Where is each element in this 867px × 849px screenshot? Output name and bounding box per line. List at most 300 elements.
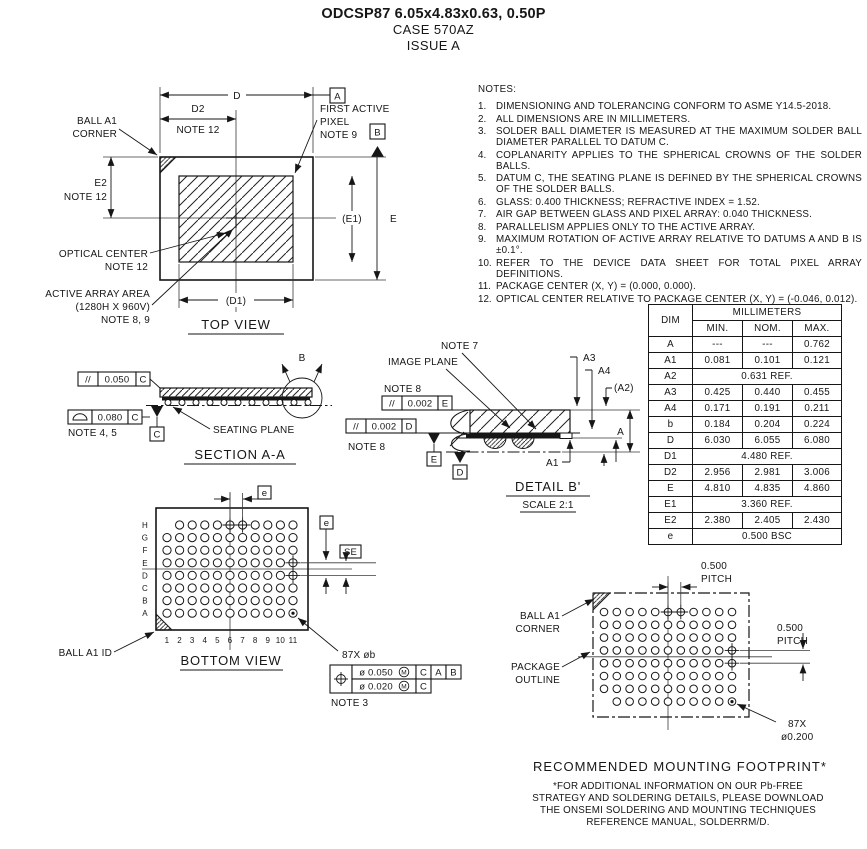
ball-pad [201,534,209,542]
note-number: 9. [478,234,487,245]
note-item [478,173,862,195]
col-label: 5 [215,636,220,645]
dim-note-E2: NOTE 12 [63,192,107,203]
detail-b [346,341,640,512]
nom-cell: 2.405 [743,513,793,529]
ball-pad [677,685,685,693]
note8-bot-label: NOTE 8 [348,442,386,453]
ball-pad [188,571,196,579]
mmc-letter: M [401,669,407,677]
dim-label-A: A [617,427,624,438]
note-item [478,234,862,256]
ball-pad [176,597,184,605]
dim-note-D2: NOTE 12 [176,125,220,136]
ball-pad [664,647,672,655]
min-cell: --- [693,337,743,353]
ball-pad [639,634,647,642]
ball-pad [651,608,659,616]
leader-fp-ball-a1 [562,599,594,616]
nom-cell: 4.835 [743,481,793,497]
ball-pad [226,546,234,554]
ball-pad [651,672,659,680]
note-item [478,294,862,305]
bottom-view [59,486,461,709]
parallelism-icon: // [353,421,359,433]
col-label: 6 [227,636,233,645]
dim-cell: A1 [649,353,693,369]
ball-pad [251,559,259,567]
ball-a1-id-label: BALL A1 ID [58,648,112,659]
note-text: AIR GAP BETWEEN GLASS AND PIXEL ARRAY: 0.040 THICKNESS. [496,209,813,220]
col-label: 1 [164,636,170,645]
ball-pad [677,659,685,667]
row-label: F [142,546,148,556]
pitch-right-value: 0.500 [777,623,804,634]
nom-cell: 0.204 [743,417,793,433]
ball-pad [690,672,698,680]
ball-pad [176,534,184,542]
ball-pad [213,546,221,554]
col-label: 9 [265,636,271,645]
ball-pad [188,534,196,542]
footprint-title: RECOMMENDED MOUNTING FOOTPRINT* [533,759,827,774]
note-text: REFER TO THE DEVICE DATA SHEET FOR TOTAL PIXEL ARRAY DEFINITIONS. [496,257,862,280]
ball-pad [690,634,698,642]
ball-pad [251,546,259,554]
dim-cell: D1 [649,449,693,465]
table-row [649,337,842,353]
col-header-dim: DIM [649,305,693,337]
ball-pad [163,609,171,617]
ball-pad [201,597,209,605]
ball-pad [264,584,272,592]
dim-label-D: D [233,91,241,102]
ball-a1-corner-chamfer [160,157,176,173]
active-array-size: (1280H X 960V) [75,302,150,313]
top-view [45,87,397,334]
max-cell: 2.430 [793,513,842,529]
dim-label-E: E [390,214,397,225]
ball-pad [613,685,621,693]
section-break-curve [451,410,470,451]
note-number: 5. [478,173,487,184]
ball-pad [251,597,259,605]
ball-pad [651,634,659,642]
notes-block [478,84,862,306]
note-number: 8. [478,221,487,233]
ball-pad [728,685,736,693]
ball-pad [651,685,659,693]
col-header-nom: NOM. [743,321,793,337]
pitch-top-label: PITCH [701,574,732,585]
ball-pad [276,521,284,529]
ball-pad [188,584,196,592]
ball-pad [226,609,234,617]
ball-pad [613,647,621,655]
soldering-footnote [492,781,864,829]
nom-cell: 6.055 [743,433,793,449]
ball-pad [639,672,647,680]
table-row [649,369,842,385]
nom-cell: 0.440 [743,385,793,401]
ball-pad [226,584,234,592]
note-number: 11. [478,281,491,292]
table-row [649,353,842,369]
ball-pad [201,521,209,529]
dim-label-D1: (D1) [225,296,247,307]
first-active-pixel-label: FIRST ACTIVE [320,104,390,115]
max-cell: 0.762 [793,337,842,353]
ball-pad [613,672,621,680]
min-cell: 4.810 [693,481,743,497]
ball-pad [251,571,259,579]
pitch-right-label: PITCH [777,636,808,647]
ball-pad [264,521,272,529]
ball-pad [276,546,284,554]
ball-pad [289,546,297,554]
ball-pad [703,621,711,629]
ball-pad [639,698,647,706]
ball-pad [703,685,711,693]
ball-pad [639,647,647,655]
note-item [478,150,862,172]
dim-cell: E1 [649,497,693,513]
ball-pad [264,597,272,605]
ball-pad [163,597,171,605]
ball-a1-corner-label: BALL A1 [77,116,117,127]
note-item [478,222,862,233]
dim-label-D2: D2 [191,104,205,115]
ball-pad [677,672,685,680]
ball-pad [226,534,234,542]
ball-pad [213,559,221,567]
glass-cross-section [160,388,312,397]
note-text: PACKAGE CENTER (X, Y) = (0.000, 0.000). [496,281,696,292]
nom-cell: --- [743,337,793,353]
table-row [649,385,842,401]
dim-label-A3: A3 [583,353,596,364]
table-row [649,433,842,449]
pad-crosshair [285,568,300,583]
ball-pad [715,634,723,642]
fp-ball-a1-label: BALL A1 [520,611,560,622]
ball-pad [276,571,284,579]
ball-pad [715,685,723,693]
ball-pad [289,597,297,605]
ball-pad [677,698,685,706]
pad-crosshair [674,605,689,620]
detail-title: DETAIL B' [514,479,582,494]
ball-pad [163,584,171,592]
note-number: 10. [478,257,492,269]
leader-fp-count [737,704,776,722]
ball-pad [639,685,647,693]
ball-pad [276,597,284,605]
ball-pad [703,698,711,706]
ball-pad [626,647,634,655]
ball-pad [651,647,659,655]
pad-leader-dot [291,612,294,615]
row-label: E [142,558,148,568]
coplanarity-tolerance: 0.080 [97,412,123,424]
datum-e-label: E [430,454,438,466]
optical-center-note: NOTE 12 [104,262,148,273]
note-text: MAXIMUM ROTATION OF ACTIVE ARRAY RELATIVE TO DATUMS A AND B IS ±0.1°. [496,234,862,256]
parallelism-icon: // [389,398,395,410]
ball-pad [239,534,247,542]
fcf-top-datum: E [441,398,449,410]
fp-outline-label2: OUTLINE [515,675,560,686]
ball-pad [264,571,272,579]
ball-pad [201,559,209,567]
note-item [478,281,862,292]
fcf-bot-tolerance: 0.002 [371,421,397,433]
fcf-datum: C [419,667,428,679]
ball-pad [289,584,297,592]
ball-pad [626,659,634,667]
col-label: 10 [275,636,286,645]
ball-pad [626,698,634,706]
image-plane-label: IMAGE PLANE [388,357,458,368]
note-number: 7. [478,209,487,220]
footnote-line: THE ONSEMI SOLDERING AND MOUNTING TECHNIQUES [540,805,816,816]
row-label: G [141,533,149,543]
coplanarity-note: NOTE 4, 5 [68,428,118,439]
note-text: SOLDER BALL DIAMETER IS MEASURED AT THE MAXIMUM SOLDER BALL DIAMETER PARALLEL TO DATUM C. [496,126,862,148]
section-title: SECTION A-A [194,447,286,462]
note-text: ALL DIMENSIONS ARE IN MILLIMETERS. [496,113,691,125]
ball-pad [264,559,272,567]
ball-pad [690,647,698,655]
first-active-pixel-note: NOTE 9 [320,130,358,141]
ball-pad [251,521,259,529]
ball-pad [664,672,672,680]
ball-pad [613,634,621,642]
max-cell: 4.860 [793,481,842,497]
ball-pad [251,584,259,592]
fp-pad-diameter: ø0.200 [781,732,814,743]
ball-pad [600,634,608,642]
table-row [649,481,842,497]
ball-pad [613,698,621,706]
footnote-line: STRATEGY AND SOLDERING DETAILS, PLEASE DOWNLOAD [532,793,824,804]
ball-pad [715,698,723,706]
ball-pad [626,672,634,680]
fcf-bot-datum: D [405,421,413,433]
min-cell: 0.425 [693,385,743,401]
ball-pad [626,634,634,642]
ball-pad [188,609,196,617]
pad-crosshair [725,643,740,658]
ball-pad [651,698,659,706]
dim-cell: e [649,529,693,545]
ball-pad [176,559,184,567]
ball-pad [213,534,221,542]
leader-ball-a1-id [114,632,154,652]
ref-cell: 3.360 REF. [693,497,842,513]
ball-pad [626,621,634,629]
ball-pad [201,584,209,592]
col-label: 7 [240,636,245,645]
ball-pad [677,634,685,642]
max-cell: 0.224 [793,417,842,433]
datum-d-label: D [456,467,464,479]
ball-pad [651,621,659,629]
ball-pad [664,621,672,629]
ball-pad [600,647,608,655]
max-cell: 6.080 [793,433,842,449]
fp-count-label: 87X [788,719,807,730]
dimension-table [648,304,842,545]
leader-ball-count [298,618,338,651]
table-header-row [649,305,842,321]
row-label: C [142,584,148,593]
col-label: 3 [189,636,195,645]
col-label: 8 [252,636,258,645]
ball-pad [264,546,272,554]
pad-crosshair [235,517,250,532]
row-label: H [142,521,148,530]
row-label: B [142,596,148,606]
pitch-top-value: 0.500 [701,561,728,572]
ball-pad [651,659,659,667]
drawing-title: ODCSP87 6.05x4.83x0.63, 0.50P [321,6,546,22]
top-view-title: TOP VIEW [201,317,271,332]
leader-seating-plane [173,407,210,429]
ball-pad [239,559,247,567]
ball-pad [176,521,184,529]
ball-pad [600,608,608,616]
note-item [478,197,862,208]
dim-cell: b [649,417,693,433]
ball-pad [664,685,672,693]
ball-pad [226,597,234,605]
note-item [478,114,862,125]
mmc-letter: M [401,683,407,691]
table-row [649,529,842,545]
mounting-footprint [511,561,814,743]
ball-pad [213,597,221,605]
ball-pad [188,546,196,554]
ball-count-label: 87X øb [342,650,376,661]
ball-pad [176,584,184,592]
note-item [478,101,862,112]
fcf-datum: A [435,667,442,679]
dim-cell: D [649,433,693,449]
ball-pad [703,608,711,616]
note-item [478,258,862,280]
note-number: 12. [478,293,492,305]
note-text: COPLANARITY APPLIES TO THE SPHERICAL CROWNS OF THE SOLDER BALLS. [496,149,862,172]
note-text: GLASS: 0.400 THICKNESS; REFRACTIVE INDEX = 1.52. [496,196,760,208]
note-number: 6. [478,196,487,208]
datum-a-label: A [334,91,341,103]
min-cell: 0.171 [693,401,743,417]
ball-grid [163,517,301,617]
ball-pad [690,621,698,629]
fp-ball-a1-chamfer [593,593,610,610]
ball-pad [176,571,184,579]
leader-ball-a1-corner [119,129,157,155]
ball-pad [677,621,685,629]
datum-c-triangle [151,406,163,417]
note-text: DATUM C, THE SEATING PLANE IS DEFINED BY THE SPHERICAL CROWNS OF THE SOLDER BALLS. [496,173,862,195]
min-cell: 6.030 [693,433,743,449]
datum-b-triangle [371,146,384,157]
ball-pad [613,659,621,667]
glass-block [470,410,570,434]
fcf-top-tolerance: 0.002 [407,398,433,410]
ball-pad [239,597,247,605]
datum-c-label: C [153,429,161,441]
note-text: OPTICAL CENTER RELATIVE TO PACKAGE CENTER (X, Y) = (-0.046, 0.012). [496,293,858,305]
note3-label: NOTE 3 [331,698,369,709]
note8-top-label: NOTE 8 [384,384,422,395]
ball-pad [188,597,196,605]
ball-pad [690,685,698,693]
table-row [649,417,842,433]
min-cell: 2.380 [693,513,743,529]
coplanarity-datum: C [131,412,139,424]
nom-cell: 0.191 [743,401,793,417]
first-active-pixel-label2: PIXEL [320,117,350,128]
ball-pad [289,521,297,529]
ball-pad [728,608,736,616]
footnote-line: *FOR ADDITIONAL INFORMATION ON OUR Pb-FREE [552,781,804,792]
ball-pad [213,521,221,529]
ball-pad [276,584,284,592]
section-a-a [68,353,332,464]
ball-pad [163,559,171,567]
col-label: 11 [288,636,298,645]
active-array-label: ACTIVE ARRAY AREA [45,289,150,300]
detail-scale: SCALE 2:1 [522,500,574,511]
ball-pad [690,698,698,706]
notes-heading: NOTES: [478,84,517,95]
col-header-units: MILLIMETERS [693,305,842,321]
ball-pad [690,608,698,616]
basic-dim-e: e [261,488,268,499]
ref-cell: 0.631 REF. [693,369,842,385]
ball-pad [239,584,247,592]
fp-outline-label: PACKAGE [510,662,560,673]
ball-pad [639,608,647,616]
ball-pad [690,659,698,667]
ball-pad [703,647,711,655]
solder-ball-detail [484,438,506,449]
ball-pad [239,609,247,617]
ball-pad [703,659,711,667]
ball-pad [664,634,672,642]
ball-pad [715,659,723,667]
ball-pad [226,559,234,567]
nom-cell: 0.101 [743,353,793,369]
col-header-min: MIN. [693,321,743,337]
bottom-view-title: BOTTOM VIEW [180,653,282,668]
dim-cell: A3 [649,385,693,401]
ball-pad [163,546,171,554]
note-number: 4. [478,149,487,161]
parallelism-datum: C [139,374,147,386]
ball-pad [715,621,723,629]
min-cell: 0.184 [693,417,743,433]
ball-pad [276,559,284,567]
note-item [478,209,862,220]
dim-label-E2: E2 [94,178,107,189]
nom-cell: 2.981 [743,465,793,481]
ball-pad [176,546,184,554]
max-cell: 0.121 [793,353,842,369]
